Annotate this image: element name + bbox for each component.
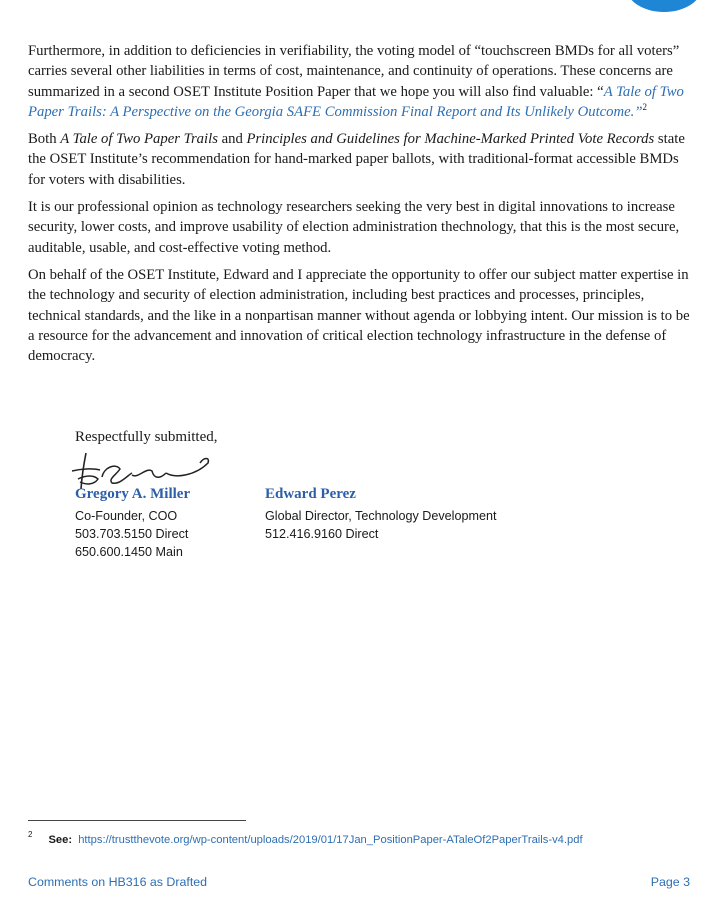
signer-edward-perez (265, 486, 496, 543)
footnote-url-link[interactable]: https://trustthevote.org/wp-content/uploads/2019/01/17Jan_PositionPaper-ATaleOf2PaperTrails-v4.pdf (78, 834, 583, 846)
signer-title: Co-Founder, COO (75, 509, 178, 523)
footnote-label: See: (48, 834, 73, 846)
signer-phone-direct: 503.703.5150 Direct (75, 527, 189, 542)
corner-badge (626, 0, 702, 12)
signer-name: Gregory A. Miller (75, 486, 191, 502)
position-paper-link[interactable]: A Tale of Two Paper Trails: A Perspective on the Georgia SAFE Commission Final Report and Its Unlikely Outcome (28, 83, 684, 120)
signer-phone-direct: 512.416.9160 Direct (265, 527, 379, 542)
footnote-ref[interactable]: 2 (642, 102, 647, 112)
signer-title: Global Director, Technology Development (265, 509, 497, 523)
letter-body (28, 41, 690, 373)
footnote (28, 830, 583, 846)
paragraph-2: Both A Tale of Two Paper Trails and Principles and Guidelines for Machine-Marked Printed Vote Records state the OSET Institute’s recommendation for hand-marked paper ballots, with traditional-format accessible BMDs for voters with disabilities. (28, 131, 685, 188)
footnote-divider (28, 820, 246, 821)
footnote-number: 2 (28, 830, 33, 839)
signer-gregory-miller (75, 486, 190, 562)
paragraph-3: It is our professional opinion as technology researchers seeking the very best in digital innovations to increase security, lower costs, and improve usability of election administration thechnology, that this is the most secure, auditable, usable, and cost-effective voting method. (28, 199, 680, 256)
paragraph-4: On behalf of the OSET Institute, Edward and I appreciate the opportunity to offer our subject matter expertise in the technology and security of election administration, including best practices and processes, principles, technical standards, and the like in a nonpartisan manner without agenda or lobbying intent. Our mission is to be a resource for the advancement and innovation of critical election technology infrastructure in the defense of democracy. (28, 266, 690, 365)
footer-page-number: Page 3 (650, 875, 690, 889)
paragraph-1: Furthermore, in addition to deficiencies in verifiability, the voting model of “touchscreen BMDs for all voters” carries several other liabilities in terms of cost, maintenance, and continuity of operations. These concerns are summarized in a second OSET Institute Position Paper that we hope you will also find valuable: “A Tale of Two Paper Trails: A Perspective on the Georgia SAFE Commission Final Report and Its Unlikely Outcome.”$^2$ (28, 43, 684, 120)
signer-phone-main: 650.600.1450 Main (75, 545, 183, 560)
signer-name: Edward Perez (265, 486, 356, 502)
closing-salutation: Respectfully submitted, (75, 429, 218, 445)
footer-document-title: Comments on HB316 as Drafted (28, 875, 208, 889)
